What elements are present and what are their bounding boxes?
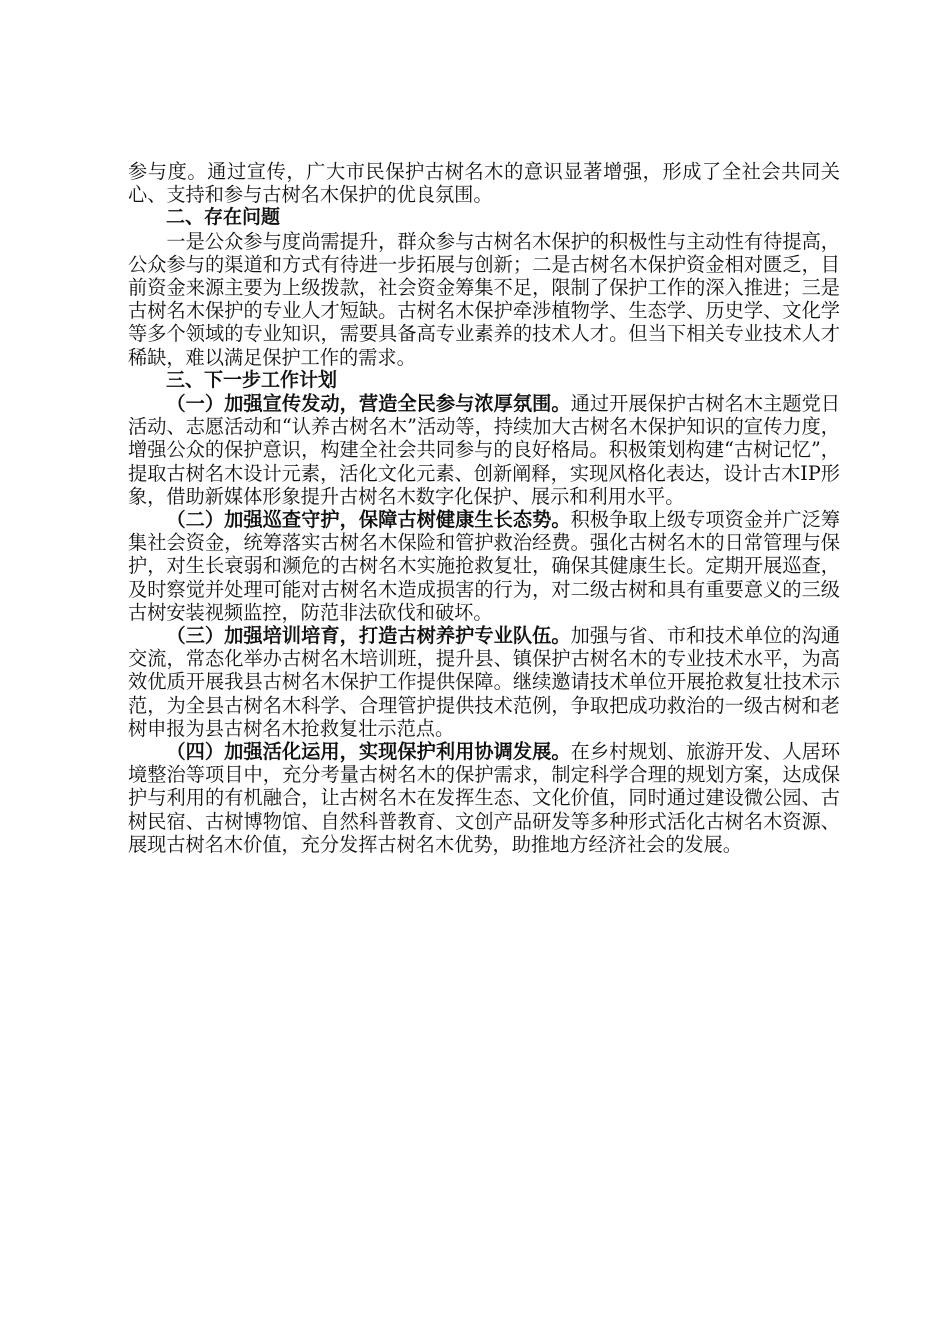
plan-item-2-body: 积极争取上级专项资金并广泛筹集社会资金，统筹落实古树名木保险和管护救治经费。强化古树名木的日常管理与保护，对生长衰弱和濒危的古树名木实施抢救复壮，确保其健康生长。定期开展巡查，及时察觉并处理可能对古树名木造成损害的行为，对二级古树和具有重要意义的三级古树安装视频监控，防范非法砍伐和破坏。 — [128, 508, 841, 624]
plan-item-4-body: 在乡村规划、旅游开发、人居环境整治等项目中，充分考量古树名木的保护需求，制定科学合理的规划方案，达成保护与利用的有机融合，让古树名木在发挥生态、文化价值，同时通过建设微公园、古树民宿、古树博物馆、自然科普教育、文创产品研发等多种形式活化古树名木资源、展现古树名木价值，充分发挥古树名木优势，助推地方经济社会的发展。 — [128, 740, 841, 856]
plan-item-3 — [128, 624, 840, 740]
plan-item-3-lead: （三）加强培训培育，打造古树养护专业队伍。 — [166, 624, 571, 648]
plan-item-1 — [128, 392, 840, 508]
plan-item-2 — [128, 508, 840, 624]
plan-item-2-lead: （二）加强巡查守护，保障古树健康生长态势。 — [166, 508, 571, 532]
plan-item-4-lead: （四）加强活化运用，实现保护利用协调发展。 — [166, 740, 571, 764]
section-heading-plan: 三、下一步工作计划 — [166, 368, 338, 391]
intro-paragraph: 参与度。通过宣传，广大市民保护古树名木的意识显著增强，形成了全社会共同关心、支持和参与古树名木保护的优良氛围。 — [128, 160, 840, 207]
document-page — [128, 160, 840, 856]
plan-item-1-body: 通过开展保护古树名木主题党日活动、志愿活动和“认养古树名木”活动等，持续加大古树名木保护知识的宣传力度，增强公众的保护意识，构建全社会共同参与的良好格局。积极策划构建“古树记忆”，提取古树名木设计元素，活化文化元素、创新阐释，实现风格化表达，设计古木IP形象，借助新媒体形象提升古树名木数字化保护、展示和利用水平。 — [128, 392, 841, 508]
section-heading-problems: 二、存在问题 — [166, 206, 281, 229]
plan-item-3-body: 加强与省、市和技术单位的沟通交流，常态化举办古树名木培训班，提升县、镇保护古树名木的专业技术水平，为高效优质开展我县古树名木保护工作提供保障。继续邀请技术单位开展抢救复壮技术示范，为全县古树名木科学、合理管护提供技术范例，争取把成功救治的一级古树和老树申报为县古树名木抢救复壮示范点。 — [128, 624, 841, 740]
problems-paragraph: 一是公众参与度尚需提升，群众参与古树名木保护的积极性与主动性有待提高，公众参与的渠道和方式有待进一步拓展与创新；二是古树名木保护资金相对匮乏，目前资金来源主要为上级拨款，社会资金筹集不足，限制了保护工作的深入推进；三是古树名木保护的专业人才短缺。古树名木保护牵涉植物学、生态学、历史学、文化学等多个领域的专业知识，需要具备高专业素养的技术人才。但当下相关专业技术人才稀缺，难以满足保护工作的需求。 — [128, 229, 840, 369]
plan-item-4 — [128, 740, 840, 856]
plan-item-1-lead: （一）加强宣传发动，营造全民参与浓厚氛围。 — [166, 392, 571, 416]
